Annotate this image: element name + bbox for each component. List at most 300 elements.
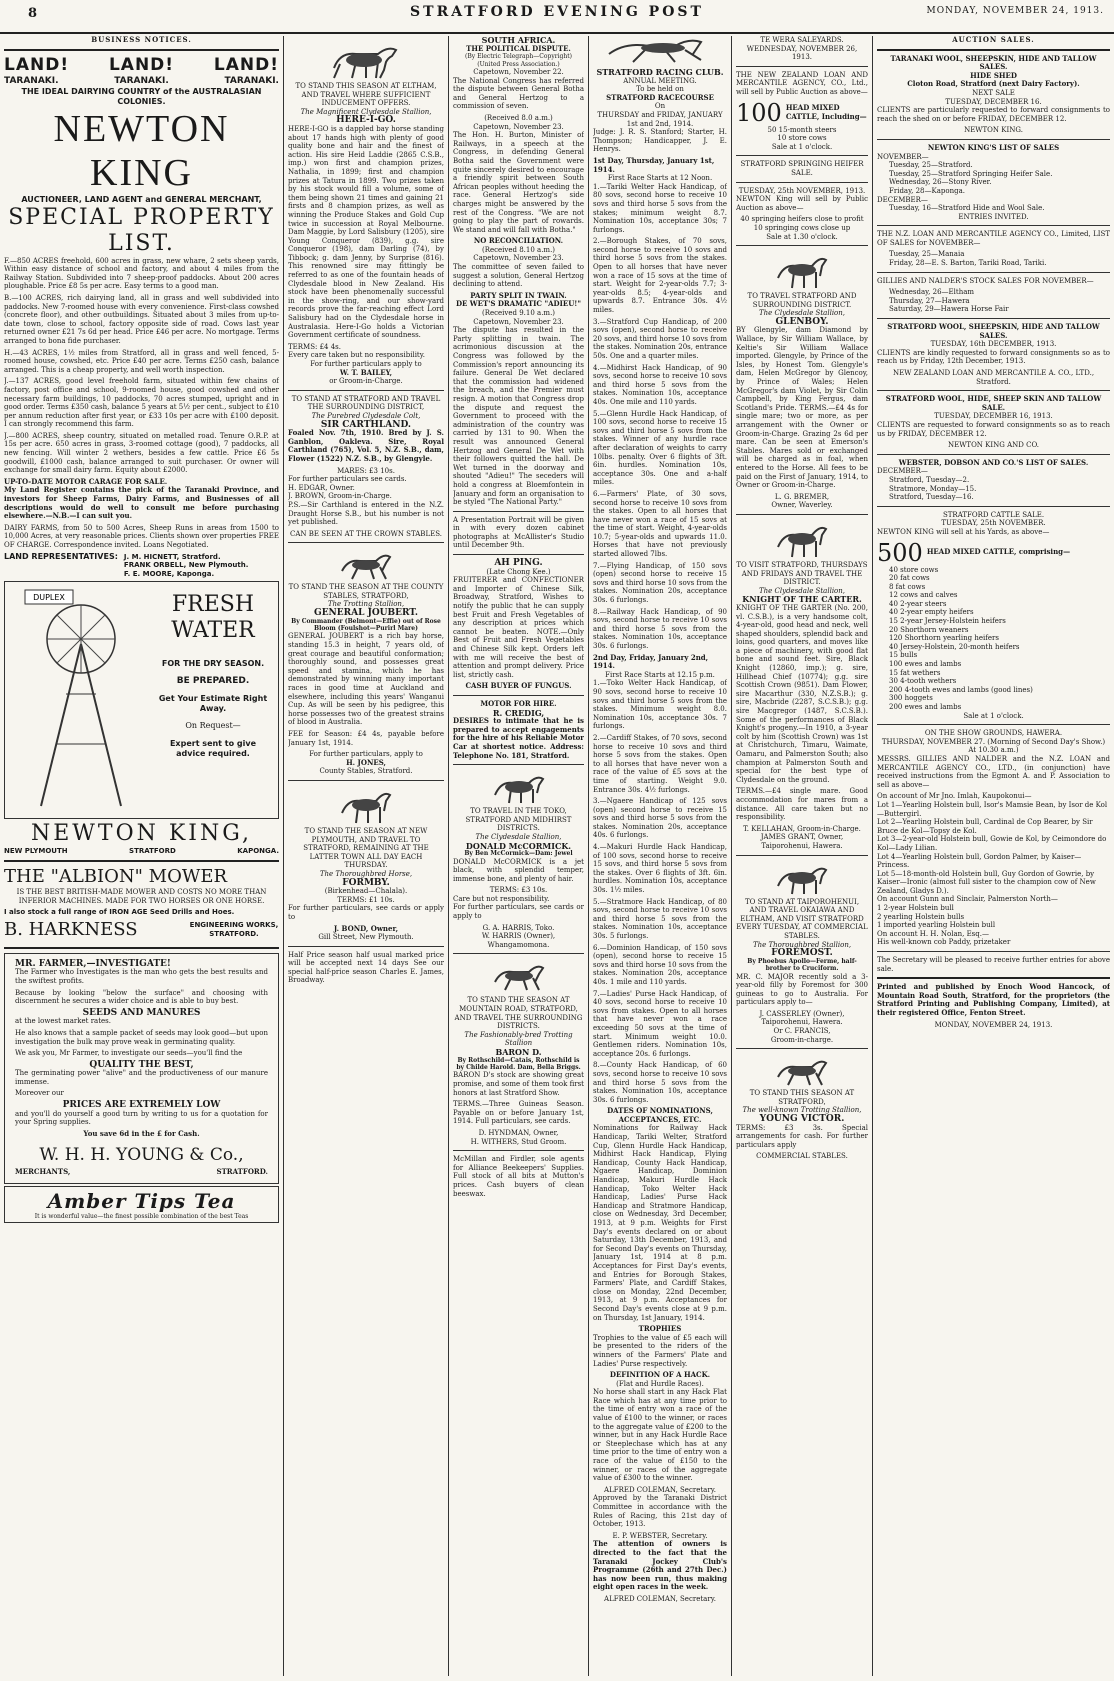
- column-saleyards: [736, 36, 868, 1676]
- stallion-apply: For further particulars, apply to: [309, 750, 423, 759]
- sale-body: CLIENTS are particularly requested to forward consignments to reach the shed on or before FRIDAY, DECEMBER 12.: [877, 106, 1110, 123]
- amber-tips-logo: Amber Tips Tea: [47, 1189, 236, 1214]
- stallion-lead: TO STAND AT STRATFORD AND TRAVEL THE SURROUNDING DISTRICT,: [291, 394, 441, 412]
- quality-heading: QUALITY THE BEST,: [89, 1059, 194, 1070]
- hack-heading: DEFINITION OF A HACK.: [609, 1370, 711, 1380]
- show-lots: [877, 792, 1110, 947]
- cattle-item: 15 bulls: [889, 651, 918, 660]
- stallion-lead: TO STAND THIS SEASON AT ELTHAM, AND TRAVEL WHERE SUFFICIENT INDUCEMENT OFFERS.: [295, 82, 437, 108]
- estimate-line: Get Your Estimate Right Away.: [158, 693, 268, 713]
- trotter-icon: [772, 1053, 832, 1087]
- stallion-name: BARON D.: [495, 1047, 542, 1057]
- stallion-lead: TO STAND THE SEASON AT NEW PLYMOUTH, AND TRAVEL TO STRATFORD, REMAINING AT THE LATTER TOWN ALL DAY EACH THURSDAY.: [303, 826, 429, 870]
- cattle-item: 200 ewes and lambs: [889, 703, 962, 711]
- stallion-terms: TERMS.—£4 single mare. Good accommodation for mares from a distance. All care taken but no responsibility.: [736, 787, 868, 822]
- farmer-heading: MR. FARMER,—INVESTIGATE!: [15, 958, 171, 969]
- stallion-sub: The Magnificent Clydesdale Stallion,: [300, 107, 432, 116]
- sale-body: MESSRS. GILLIES AND NALDER and the N.Z. LOAN and MERCANTILE AGENCY CO., LTD., (in conjunction) have received instructions from the Egmont A. and P. Association to sell as above—: [877, 754, 1110, 789]
- race-officials: Judge: J. R. S. Stanford; Starter, H. Thompson; Handicapper, J. E. Henrys.: [593, 128, 727, 154]
- trotter-icon: [336, 547, 396, 581]
- news-subheading: NO RECONCILIATION.: [473, 236, 564, 246]
- stallion-apply: For further particulars apply to: [310, 360, 422, 368]
- race-item: 3.—Ngaere Handicap of 125 sovs (open) second horse to receive 15 sovs and third horse 5 sovs from the stakes. Nomination 20s, acceptance 40s. 6 furlongs.: [593, 797, 727, 840]
- race-on: On: [654, 102, 666, 111]
- sale-date: WEDNESDAY, NOVEMBER 26, 1913.: [746, 44, 858, 62]
- iron-age-line: I also stock a full range of IRON AGE Seed Drills and Hoes.: [4, 908, 235, 917]
- sale-body: NEWTON KING will sell at his Yards, as above—: [877, 527, 1050, 536]
- note-text: Half Price season half usual marked price will be accepted next 14 days See our special half-price season Charles E. James, Broadway.: [288, 950, 444, 985]
- cattle-item: 30 4-tooth wethers: [889, 677, 957, 686]
- stallion-body: Foaled Nov. 7th, 1910. Bred by J. S. Ganblon, Oakleva. Sire, Royal Carthland (765), Vol. 5, N.Z. S.B., dam, Flower (1522) N.Z. S.B., by Glengyle.: [288, 428, 444, 463]
- ad-text: He also knows that a sample packet of seeds may look good—but upon investigation the bulk may prove weak in germinating quality.: [15, 1028, 268, 1046]
- stallion-apply: For further particulars, see cards or apply to: [288, 904, 444, 921]
- race-item: 7.—Ladies' Purse Hack Handicap, of 40 sovs, second horse to receive 10 sovs from stakes. Open to all horses that have never won a race exceeding 50 sovs at the time of start. Minimum weight 10.0. Gentlemen riders. Nomination 10s, acceptance 20s. 6 furlongs.: [593, 989, 727, 1058]
- sale-heading: STRATFORD WOOL, HIDE, SHEEP SKIN AND TALLOW SALE.: [885, 394, 1102, 412]
- land-representatives: [4, 553, 279, 579]
- stallion-name: FOREMOST.: [771, 948, 833, 959]
- show-lot: 2 yearling Holstein bulls: [877, 912, 965, 921]
- listing: H.—43 ACRES, 1½ miles from Stratford, all in grass and well fenced, 5-roomed house, cowshed, etc. Price £40 per acre. Terms £250 cash, balance arranged. This is a cheap property, and well worth inspection.: [4, 348, 279, 374]
- stallion-owner: H. EDGAR, Owner.: [288, 483, 355, 492]
- sale-item: Tuesday, 25—Stratford.: [889, 161, 973, 170]
- show-lot: His well-known cob Paddy, prizetaker: [877, 938, 1011, 947]
- stallion-groom: or Groom-in-Charge.: [329, 377, 403, 386]
- rep-name: FRANK ORBELL, New Plymouth.: [123, 561, 249, 570]
- stallion-ps: P.S.—Sir Carthland is entered in the N.Z. Draught Horse S.B., but his number is not yet published.: [288, 500, 444, 527]
- column-business-notices: [4, 36, 279, 1676]
- newton-king-heading: NEWTON KING: [53, 107, 230, 194]
- news-time: (Received 8.10 a.m.): [481, 245, 556, 254]
- water-heading: WATER: [171, 618, 255, 644]
- stallion-pedigree: By Ben McCormick—Dam: Jewel: [464, 850, 573, 858]
- stallion-name: KNIGHT OF THE CARTER.: [742, 594, 862, 605]
- cattle-item: 15 2-year Jersey-Holstein heifers: [889, 617, 1006, 626]
- race-start: First Race Starts at 12 Noon.: [607, 174, 713, 183]
- news-wire: (By Electric Telegraph—Copyright) (United Press Association.): [465, 53, 572, 68]
- stallion-name: GLENBOY.: [775, 316, 829, 327]
- column-racing-club: [593, 36, 727, 1676]
- stallion-owner: J. CASSERLEY (Owner),: [759, 1009, 845, 1018]
- news-subheading: DE WET'S DRAMATIC "ADIEU!": [455, 299, 582, 309]
- race-annual: ANNUAL MEETING.: [623, 76, 697, 85]
- stallion-owner: W. T. BAILEY,: [339, 367, 393, 377]
- stallion-owner: Owner, Waverley.: [771, 501, 833, 510]
- sale-heading: STRATFORD SPRINGING HEIFER SALE.: [740, 160, 864, 177]
- dry-season: FOR THE DRY SEASON.: [161, 659, 265, 669]
- stallion-apply: For further particulars, see cards or apply to: [453, 903, 584, 921]
- harkness-block: [4, 917, 279, 943]
- listing: F.—850 ACRES freehold, 600 acres in grass, new whare, 2 sets sheep yards, Within easy distance of school and factory, and about 4 miles from the Railway Station. Subdivided into 7 sheep-proof paddocks. About 200 acres ploughable. Price £8 5s per acre. Easy terms to a good man.: [4, 256, 279, 291]
- section-heading: AUCTION SALES.: [952, 36, 1035, 44]
- sale-item: 10 springing cows close up: [753, 223, 851, 232]
- stallion-sub: The Purebred Clydesdale Colt,: [311, 411, 421, 420]
- horse-icon: [772, 860, 832, 896]
- sale-date: TUESDAY, 25th NOVEMBER, 1913.: [738, 186, 866, 195]
- secretary-note: The Secretary will be pleased to receive further entries for above sale.: [877, 956, 1110, 973]
- stallion-name: GENERAL JOUBERT.: [314, 608, 418, 619]
- sale-time: Sale at 1 o'clock.: [771, 142, 833, 151]
- news-body: The dispute has resulted in the Party splitting in twain. The acrimonious discussion at the Congress was followed by the Commission's report announcing its failure. General De Wet declared that the commission had widened the breach, and the Premier must resign. A motion that Congress drop the dispute and request the Government to proceed with the administration of the country was carried by 131 to 90. When the result was announced General Hertzog and General De Wet with their followers quitted the hall. De Wet turned in the doorway and shouted "Adieu!" The seceders will hold a congress at Bloemfontein in January and form an organisation to be styled "The National Party.": [453, 326, 584, 507]
- hack-sub: (Flat and Hurdle Races).: [616, 1379, 704, 1388]
- albion-mower-heading: THE "ALBION" MOWER: [4, 865, 228, 887]
- sale-body: CLIENTS are kindly requested to forward consignments so as to reach us by Friday, 12th December, 1913.: [877, 348, 1110, 366]
- race-item: 2.—Borough Stakes, of 70 sovs, second horse to receive 10 sovs and third horse 5 sovs from the stakes. Open to all horses that have never won a race of 15 sovs at the time of start. Weight for 2-year-olds 7.7; 3-year-olds 8.5; 4-year-olds and upwards 8.7. Entrance 30s. 4½ miles.: [593, 237, 727, 315]
- sale-month: DECEMBER—: [877, 467, 928, 476]
- save-line: You save 6d in the £ for Cash.: [83, 1128, 200, 1138]
- special-property-list: SPECIAL PROPERTY LIST.: [8, 204, 275, 256]
- column-rule: [731, 36, 732, 1676]
- news-time: (Received 9.10 a.m.): [481, 309, 556, 318]
- stallion-groom: T. KELLAHAN, Groom-in-Charge.: [743, 824, 861, 833]
- sale-heading: WEBSTER, DOBSON AND CO.'S LIST OF SALES.: [898, 457, 1089, 467]
- sale-item: Tuesday, 16—Stratford Hide and Wool Sale.: [889, 204, 1045, 213]
- stallion-groom: J. BROWN, Groom-in-Charge.: [288, 492, 392, 501]
- news-heading: SOUTH AFRICA.: [481, 36, 556, 45]
- stallion-terms: TERMS: £4 4s.: [288, 342, 341, 351]
- cattle-item: 20 Shorthorn weaners: [889, 625, 969, 634]
- race-item: 1.—Toko Welter Hack Handicap, of 90 sovs, second horse to receive 10 sovs and third horse 5 sovs from the stakes. Minimum weight 8.0. Nomination 10s, acceptance 30s. 7 furlongs.: [593, 679, 727, 731]
- land-word: LAND!: [108, 54, 175, 75]
- windmill-icon: [11, 584, 151, 808]
- town: KAPONGA.: [237, 847, 279, 856]
- column-south-africa: [453, 36, 584, 1676]
- race-day-heading: 2nd Day, Friday, January 2nd, 1914.: [593, 652, 709, 671]
- race-item: 5.—Glenn Hurdle Hack Handicap, of 100 sovs, second horse to receive 15 sovs and third horse 5 sovs from the stakes. Winner of any hurdle race after declaration of weights to carry 10lbs. penalty. Over 6 flights of 3ft. 6in. hurdles. Nomination 10s, acceptance 30s. One and a-half miles.: [593, 409, 727, 487]
- dairy-farms-text: DAIRY FARMS, from 50 to 500 Acres, Sheep Runs in areas from 1500 to 10,000 Acres, at very reasonable prices. Clients shown over properties FREE OF CHARGE. Correspondence invited. Loans Negotiated.: [4, 523, 279, 549]
- show-lot: Lot 5—18-month-old Holstein bull, Guy Gordon of Gowrie, by Kaiser—Ironic (almost full sister to the champion cow of New Zealand, Gladys D.).: [877, 869, 1096, 895]
- albion-text: IS THE BEST BRITISH-MADE MOWER AND COSTS NO MORE THAN INFERIOR MACHINES. MADE FOR TWO HORSES OR ONE HORSE.: [16, 887, 267, 905]
- sale-date: TUESDAY, DECEMBER 16, 1913.: [934, 412, 1053, 421]
- stallion-care: Care but not responsibility.: [453, 894, 550, 903]
- horse-icon: [772, 250, 832, 290]
- stallion-care: Every care taken but no responsibility.: [288, 351, 425, 360]
- sale-month: DECEMBER—: [877, 195, 928, 204]
- listing: J.—137 ACRES, good level freehold farm, situated within few chains of factory, post office and school, 9-roomed house, good cowshed and other necessary farm buildings, 10 paddocks, 70 acres stumped, upright and in good order. Terms £350 cash, balance 5 years at 5½ per cent., subject to £10 per annum reduction after first year, or £33 10s per acre with £100 deposit. I can strongly recommend this farm.: [4, 377, 279, 429]
- show-lot: 1 2-year Holstein bull: [877, 904, 954, 913]
- stallion-sub: The Thoroughbred Stallion,: [752, 940, 852, 949]
- stallion-body: MR. C. MAJOR recently sold a 3-year-old filly by Foremost for 300 guineas to go to Australia. For particulars apply to—: [736, 972, 868, 1007]
- stallion-owner: J. BOND, Owner,: [333, 923, 399, 933]
- show-lot: 1 imported yearling Holstein bull: [877, 921, 996, 930]
- sale-body: THE N.Z. LOAN AND MERCANTILE AGENCY CO., Limited, LIST OF SALES for NOVEMBER—: [877, 230, 1110, 247]
- column-rule: [588, 36, 589, 1676]
- sale-signoff: NEWTON KING AND CO.: [947, 441, 1040, 450]
- sale-time: Sale at 1 o'clock.: [963, 711, 1024, 720]
- sale-addr: Cloton Road, Stratford (next Dairy Factory).: [907, 79, 1080, 89]
- stallion-pedigree: By Phoebus Apollo—Ferme, half-brother to Cruciform.: [747, 957, 857, 973]
- cattle-item: 200 4-tooth ewes and lambs (good lines): [889, 685, 1033, 694]
- sale-signoff: NEW ZEALAND LOAN AND MERCANTILE A. CO., LTD., Stratford.: [892, 369, 1095, 386]
- column-rule: [283, 36, 284, 1676]
- cattle-item: 40 store cows: [889, 565, 939, 574]
- cattle-item: 300 hoggets: [889, 694, 933, 703]
- stallion-lead: TO STAND THIS SEASON AT STRATFORD,: [749, 1089, 855, 1106]
- portrait-ad: A Presentation Portrait will be given in with every dozen cabinet photographs at McAllister's Studio until December 9th.: [453, 515, 584, 550]
- sale-lot: HEAD MIXED CATTLE, comprising—: [926, 547, 1071, 557]
- approved: Approved by the Taranaki District Committee in accordance with the Rules of Racing, this 21st day of October, 1913.: [593, 1494, 727, 1529]
- cattle-list: [877, 566, 1110, 712]
- seeds-heading: SEEDS AND MANURES: [82, 1007, 201, 1018]
- motor-garage-head: UP-TO-DATE MOTOR CARAGE FOR SALE.: [4, 476, 168, 486]
- stallion-sub: The Trotting Stallion,: [327, 600, 405, 609]
- taranaki-word: TARANAKI.: [224, 75, 279, 86]
- sale-date: TUESDAY, DECEMBER 16.: [945, 97, 1042, 106]
- sale-item: Friday, 28—Kaponga.: [889, 186, 965, 195]
- sale-item: Wednesday, 26—Stony River.: [889, 178, 992, 187]
- sale-lot: HEAD MIXED CATTLE, Including—: [785, 102, 867, 121]
- horse-icon: [336, 785, 396, 825]
- land-headline: [4, 55, 279, 75]
- fresh-heading: FRESH: [171, 592, 255, 618]
- stallion-terms: FEE for Season: £4 4s, payable before January 1st, 1914.: [288, 730, 444, 747]
- young-sub-item: MERCHANTS,: [15, 1167, 71, 1177]
- horse-icon: [489, 769, 549, 805]
- ad-text: We ask you, Mr Farmer, to investigate our seeds—you'll find the: [15, 1049, 243, 1058]
- stallion-sub: The Clydesdale Stallion,: [758, 309, 846, 318]
- note-text: McMillan and Firdler, sole agents for Alliance Beekeepers' Supplies. Full stock of all bits at Mutton's prices. Cash buyers of clean beeswax.: [453, 1155, 584, 1198]
- newton-king-footer: NEWTON KING,: [30, 821, 253, 847]
- sale-item: Saturday, 29—Hawera Horse Fair: [889, 305, 1009, 314]
- paper-title: STRATFORD EVENING POST: [410, 4, 704, 20]
- stallion-name: HERE-I-GO.: [336, 115, 396, 126]
- stallion-name: YOUNG VICTOR.: [759, 1114, 845, 1125]
- race-item: 6.—Farmers' Plate, of 30 sovs, second horse to receive 10 sovs from the stakes. Open to all horses that have never won a race of 15 sovs at the time of start. Weight, 4-year-olds 10.7; 5-year-olds and upwards 11.0. Horses that have not previously started allowed 7lbs.: [593, 489, 727, 559]
- ahping-name: AH PING.: [494, 558, 543, 569]
- news-dateline: Capetown, November 23.: [473, 254, 564, 263]
- motor-heading: MOTOR FOR HIRE.: [480, 698, 557, 708]
- stallion-body: GENERAL JOUBERT is a rich bay horse, standing 15.3 in height, 7 years old, of great courage and beautiful conformation; thoroughly sound, and possesses great speed and stamina, which he has demonstrated by winning many important races in good time at Auckland and elsewhere, including this years' Wanganui Cup. As will be seen by his pedigree, this horse possesses two of the greatest strains of blood in Australia.: [288, 632, 444, 727]
- sale-heading: ON THE SHOW GROUNDS, HAWERA.: [924, 729, 1063, 738]
- taranaki-word: TARANAKI.: [114, 75, 169, 86]
- cattle-item: 8 fat cows: [889, 582, 926, 591]
- column-rule: [448, 36, 449, 1676]
- news-dateline: Capetown, November 23.: [473, 317, 564, 326]
- sale-item: 40 springing heifers close to profit: [740, 215, 864, 224]
- cattle-item: 120 Shorthorn yearling heifers: [889, 634, 999, 643]
- windmill-brand: DUPLEX: [33, 593, 65, 603]
- cattle-item: 100 ewes and lambs: [889, 660, 962, 669]
- sale-item: 10 store cows: [777, 134, 827, 143]
- stallion-seen: CAN BE SEEN AT THE CROWN STABLES.: [289, 529, 442, 538]
- sale-item: Tuesday, 25—Manaia: [889, 250, 965, 259]
- cattle-item: 20 fat cows: [889, 574, 930, 583]
- owners-note: The attention of owners is directed to the fact that the Taranaki Jockey Club's Programme (26th and 27th Dec.) has now been run, thus making eight open races in the week.: [593, 1539, 727, 1592]
- race-item: 3.—Stratford Cup Handicap, of 200 sovs (open), second horse to receive 20 sovs, and third horse 10 sovs from the stakes. Nomination 20s, entrance 50s. One and a quarter miles.: [593, 317, 727, 360]
- town: STRATFORD: [129, 847, 176, 856]
- column-stallions-1: [288, 36, 444, 1676]
- sale-date: THURSDAY, NOVEMBER 27. (Morning of Second Day's Show.): [881, 737, 1106, 746]
- noms-heading: DATES OF NOMINATIONS, ACCEPTANCES, ETC.: [607, 1106, 713, 1124]
- stallion-terms: TERMS: £1 10s.: [337, 895, 395, 904]
- stallion-lead: TO STAND AT TAIPOROHENUI, AND TRAVEL OKAIAWA AND ELTHAM, AND VISIT STRATFORD EVERY TUESDAY, AT COMMERCIAL STABLES.: [736, 897, 868, 940]
- sale-month: NOVEMBER—: [877, 152, 929, 161]
- section-heading: BUSINESS NOTICES.: [91, 36, 192, 44]
- horse-icon: [326, 38, 406, 80]
- young-sub: [15, 1168, 268, 1177]
- imprint-date: MONDAY, NOVEMBER 24, 1913.: [934, 1020, 1053, 1029]
- stallion-sub: The Clydesdale Stallion,: [475, 832, 562, 841]
- stallion-pedigree: (Birkenhead—Chalala).: [324, 887, 408, 896]
- taranaki-word: TARANAKI.: [4, 75, 59, 86]
- taranaki-line: [4, 75, 279, 87]
- sale-item: Stratmore, Monday—15.: [889, 484, 977, 493]
- stallion-addr: County Stables, Stratford.: [319, 767, 413, 776]
- sale-heading: TE WERA SALEYARDS.: [760, 36, 844, 44]
- news-body: The Hon. H. Burton, Minister of Railways, in a speech at the Congress, in defending General Botha said the Government were quite sincerely desired to encourage a friendly spirit between South African peoples without heeding the race. General Hertzog's side charges might be answered by the rest of the Congress. "We are not going to play the part of rowards. We stand and will fall with Botha.": [453, 131, 584, 234]
- stallion-terms: MARES: £3 10s.: [337, 466, 395, 475]
- rep-name: F. E. MOORE, Kaponga.: [123, 569, 215, 578]
- noms-body: Nominations for Railway Hack Handicap, Tariki Welter, Stratford Cup, Glenn Hurdle Hack Handicap, Midhirst Hack Handicap, Flying Handicap, County Hack Handicap, Ngaere Handicap, Dominion Handicap, Makuri Hurdle Hack Handicap, Toko Welter Hack Handicap, Ladies' Purse Hack Handicap and Stratmore Handicap, close on Wednesday, 3rd December, 1913, at 9 p.m. Weights for First Day's events declared on or about Saturday, 13th December, 1913, and for Second Day's events on Thursday, January 1st, 1914 at 8 p.m. Acceptances for First Day's events, and Entries for Borough Stakes, Farmers' Plate, and Cardiff Stakes, close on Monday, 22nd December, 1913, at 9 p.m. Acceptances for Second Day's events close at 9 p.m. on Thursday, 1st January, 1914.: [593, 1124, 727, 1322]
- sale-item: Stratford, Tuesday—16.: [889, 493, 974, 502]
- stallion-sub: The well-known Trotting Stallion,: [742, 1106, 862, 1115]
- stallion-lead: TO TRAVEL IN THE TOKO, STRATFORD AND MIDHIRST DISTRICTS.: [465, 807, 572, 833]
- ad-text: The germinating power "alive" and the productiveness of our manure immense.: [15, 1069, 268, 1086]
- stallion-body: DONALD McCORMICK is a jet black, with splendid temper, immense bone, and plenty of hair.: [453, 857, 584, 883]
- stallion-body: BARON D's stock are showing great promise, and some of them took first honors at last Stratford Show.: [453, 1071, 584, 1097]
- show-lot: On account of Mr Jno. Imlah, Kaupokonui—: [877, 792, 1032, 801]
- young-seeds-ad: [4, 953, 279, 1184]
- cattle-item: 12 cows and calves: [889, 591, 958, 600]
- news-body: The committee of seven failed to suggest a solution, General Hertzog declining to attend.: [453, 263, 584, 289]
- stallion-sub: The Thoroughbred Horse,: [319, 869, 413, 878]
- sale-body: CLIENTS are requested to forward consignments so as to reach us by FRIDAY, DECEMBER 12.: [877, 420, 1110, 438]
- show-lot: On account H. H. Nolan, Esq.—: [877, 929, 989, 938]
- stallion-addr: Gill Street, New Plymouth.: [318, 933, 414, 942]
- sale-item: Thursday, 27—Hawera: [889, 296, 970, 305]
- sale-body: THE NEW ZEALAND LOAN AND MERCANTILE AGENCY, CO., Ltd., will sell by Public Auction as above—: [736, 70, 868, 96]
- news-dateline: Capetown, November 23.: [473, 122, 564, 131]
- tagline: THE IDEAL DAIRYING COUNTRY of the AUSTRALASIAN COLONIES.: [21, 86, 262, 106]
- race-held: To be held on: [636, 85, 684, 94]
- race-item: 4.—Midhirst Hack Handicap, of 90 sovs, second horse to receive 10 sovs and third horse 5 sovs from the stakes. Nomination 10s, acceptance 40s. One mile and 110 yards.: [593, 363, 727, 406]
- sale-time: At 10.30 a.m.): [968, 746, 1019, 755]
- sale-item: 50 15-month steers: [767, 125, 837, 134]
- column-rule: [872, 36, 873, 1676]
- ahping-buyer: CASH BUYER OF FUNGUS.: [465, 681, 572, 691]
- stallion-owner: D. HYNDMAN, Owner,: [478, 1128, 559, 1137]
- race-item: 8.—Railway Hack Handicap, of 90 sovs, second horse to receive 10 sovs and third horse 5 sovs from the stakes. Nomination 10s, acceptance 30s. 6 furlongs.: [593, 607, 727, 650]
- news-body: The National Congress has referred the dispute between General Botha and General Hertzog to a commission of seven.: [453, 76, 584, 111]
- page-number: 8: [28, 6, 38, 21]
- stallion-apply: For further particulars see cards.: [288, 475, 407, 484]
- sale-body: NEWTON King will sell by Public Auction as above—: [736, 195, 868, 212]
- harkness-name: B. HARKNESS: [4, 918, 138, 940]
- race-item: 5.—Stratmore Hack Handicap, of 80 sovs, second horse to receive 10 sovs and third horse 5 sovs from the stakes. Nomination 10s, acceptance 30s. 5 furlongs.: [593, 897, 727, 940]
- reps-label: LAND REPRESENTATIVES:: [4, 551, 118, 561]
- stallion-groom: H. WITHERS, Stud Groom.: [470, 1137, 567, 1146]
- stallion-pedigree: By Commander (Belmont—Effie) out of Rose Bloom (Foulshot—Purirl Mare): [291, 617, 441, 633]
- stallion-body: BY Glengyle, dam Diamond by Wallace, by Sir William Wallace, by Keltie's Sir William Wallace imported. Glengyle, by Prince of the Isles, by Honest Tom. Glengyle's dam, Helen McGregor by Glencoy, by Prince of Wales; Helen McGregor's dam Violet, by Sir Colin Campbell, by King Fergus, dam Scotland's Pride. TERMS.—£4 4s for single mare; two or more, as per arrangement with the Owner or Groom-in-Charge. Grazing 2s 6d per mare. Can be seen at Emerson's Stables. Mares sold or exchanged will be charged as in foal, when entered to the Horse. All fees to be paid on the First of January, 1914, to Owner or Groom-in-Charge.: [736, 326, 868, 490]
- sale-item: Tuesday, 25—Stratford Springing Heifer Sale.: [889, 169, 1053, 178]
- sale-heading: NEWTON KING'S LIST OF SALES: [927, 142, 1060, 152]
- stallion-groom: Groom-in-charge.: [770, 1035, 834, 1044]
- sale-item: Stratford, Tuesday—2.: [889, 475, 970, 484]
- stallion-lead: TO TRAVEL STRATFORD AND SURROUNDING DISTRICT.: [747, 292, 857, 309]
- sale-heading: STRATFORD WOOL, SHEEPSKIN, HIDE AND TALLOW SALES.: [887, 322, 1100, 340]
- secretary: ALFRED COLEMAN, Secretary.: [604, 1594, 716, 1603]
- column-auction-sales: [877, 36, 1110, 1676]
- show-lot: Lot 3—2-year-old Holstein bull, Gowie de Kol, by Ceimondore do Kol—Lady Lilian.: [877, 835, 1107, 852]
- ahping-body: FRUITERER and CONFECTIONER and Importer of Chinese Silk, Broadway, Stratford, Wishes to notify the public that he can supply best Fruit and Fresh Vegetables of any description at prices which cannot be beaten. NOTE.—Only Best of Fruit and Fresh Vegetables and Chinese Silk kept. Orders left with me will receive the best of attention and prompt delivery. Price list, strictly cash.: [453, 576, 584, 679]
- stallion-sub: The Clydesdale Stallion,: [758, 586, 846, 595]
- cattle-item: 15 fat wethers: [889, 668, 941, 677]
- sale-signoff: NEWTON KING.: [964, 126, 1023, 135]
- stallion-name: SIR CARTHLAND.: [320, 419, 412, 430]
- motor-garage-text: My Land Register contains the pick of the Taranaki Province, and investors for Sheep Farms, Dairy Farms, and Businesses of all descriptions would do well to consult me before purchasing elsewhere.—N.B.—I can suit you.: [4, 485, 279, 521]
- stallion-addr: COMMERCIAL STABLES.: [756, 1152, 848, 1161]
- show-lot: On account Gunn and Sinclair, Palmerston North—: [877, 895, 1058, 904]
- show-lot: Lot 1—Yearling Holstein bull, Isor's Mamsie Bean, by Isor de Kol—Buttergirl.: [877, 800, 1108, 818]
- rep-name: J. M. HICNETT, Stratford.: [123, 552, 221, 561]
- imprint: Printed and published by Enoch Wood Hancock, of Mountain Road South, Stratford, for the proprietors (the Stratford Printing and Publishing Company, Limited), at their registered Office, Fenton Street.: [877, 982, 1110, 1017]
- page-date: MONDAY, NOVEMBER 24, 1913.: [926, 6, 1104, 16]
- news-time: (Received 8.0 a.m.): [484, 113, 553, 122]
- secretary: ALFRED COLEMAN, Secretary.: [604, 1485, 716, 1494]
- land-word: LAND!: [4, 54, 70, 75]
- young-name: W. H. H. YOUNG & Co.,: [39, 1145, 244, 1166]
- trophies-heading: TROPHIES: [638, 1324, 682, 1334]
- race-club-heading: STRATFORD RACING CLUB.: [596, 67, 724, 77]
- fresh-water-ad: [4, 581, 279, 819]
- young-sub-item: STRATFORD.: [216, 1167, 268, 1177]
- stallion-name: DONALD McCORMICK.: [465, 840, 572, 851]
- auctioneer-line: AUCTIONEER, LAND AGENT and GENERAL MERCHANT,: [21, 194, 262, 204]
- race-item: 4.—Makuri Hurdle Hack Handicap, of 100 sovs, second horse to receive 15 sovs, and third horse 5 sovs from the stakes. Over 6 flights of 3ft. 6in. hurdles. Nomination 10s, acceptance 30s. 1½ miles.: [593, 843, 727, 895]
- horse-icon: [772, 519, 832, 559]
- ad-text: and you'll do yourself a good turn by writing to us for a quotation for your Spring supplies.: [15, 1109, 268, 1127]
- stallion-owner: W. HARRIS (Owner), Whangamomona.: [481, 932, 556, 949]
- sale-body: GILLIES AND NALDER'S STOCK SALES FOR NOVEMBER—: [877, 276, 1094, 285]
- amber-tips-ad: [4, 1186, 279, 1223]
- cattle-item: 40 2-year empty heifers: [889, 608, 974, 617]
- stallion-owner: JAMES GRANT, Owner,: [760, 833, 844, 842]
- news-subheading: PARTY SPLIT IN TWAIN.: [470, 290, 567, 300]
- stallion-addr: Taiporohenui, Hawera.: [761, 841, 843, 850]
- sale-date: TUESDAY, 16th DECEMBER, 1913.: [930, 340, 1057, 349]
- sale-heading: STRATFORD CATTLE SALE.: [942, 510, 1045, 519]
- listing: B.—100 ACRES, rich dairying land, all in grass and well subdivided into paddocks. New 7-roomed house with every convenience. First-class cowshed (concrete floor), and other outbuildings. Situated about 3 miles from up-to-date town, close to school, factory opposite side of road. Cows last year returned owner £21 7s 6d per head. Price £46 per acre. No mortgage. Terms arranged to bona fide purchaser.: [4, 293, 279, 345]
- harkness-sub: ENGINEERING WORKS, STRATFORD.: [189, 921, 279, 938]
- news-dateline: Capetown, November 22.: [473, 68, 564, 76]
- head-count: 500: [877, 538, 923, 567]
- sale-heading: NEXT SALE: [972, 88, 1015, 97]
- stallion-terms: TERMS: £3 10s.: [489, 886, 548, 895]
- amber-tips-sub: It is wonderful value—the finest possible combination of the best Teas: [34, 1213, 249, 1221]
- stallion-owner: Or C. FRANCIS,: [773, 1027, 831, 1036]
- stallion-owner: G. A. HARRIS, Toko.: [482, 923, 555, 932]
- stallion-owner: H. JONES,: [346, 757, 386, 767]
- stallion-terms: TERMS.—Three Guineas Season. Payable on or before January 1st, 1914. Full particulars, see cards.: [453, 1100, 584, 1126]
- racehorse-icon: [605, 38, 715, 66]
- sale-date: TUESDAY, 25th NOVEMBER.: [941, 519, 1046, 528]
- cattle-item: 40 Jersey-Holstein, 20-month heifers: [889, 642, 1020, 651]
- race-item: 8.—County Hack Handicap, of 60 sovs, second horse to receive 10 sovs and third horse 5 sovs from the stakes. Nomination 10s, acceptance 30s. 6 furlongs.: [593, 1061, 727, 1104]
- stallion-name: FORMBY.: [342, 877, 390, 888]
- newton-king-towns: [4, 847, 279, 856]
- show-lot: Lot 2—Yearling Holstein bull, Cardinal de Cop Bearer, by Sir Bruce de Kol—Topsy de Kol.: [877, 818, 1093, 835]
- ad-text: Moreover our: [15, 1089, 64, 1098]
- stallion-owner: L. G. BREMER,: [774, 492, 830, 501]
- hack-body: No horse shall start in any Hack Flat Race which has at any time prior to the time of entry won a race of the value of £100 to the winner, or races to the aggregate value of £200 to the winner, but in any Hack Hurdle Race or Steeplechase which has at any time prior to the time of entry won a race of the value of £150 to the winner, or races of the aggregate value of £300 to the winner.: [593, 1388, 727, 1483]
- stallion-body: KNIGHT OF THE GARTER (No. 200, vl. C.S.B.), is a very handsome colt, 4-year-old, good head and neck, well shaped shoulders, splendid back and loins, good quarters, and moves like a piece of machinery, with good flat bone and sound feet. Sire, Black Knight (12860, imp.); g. sire, Hillhead Chief (10774); g.g. sire Scottish Crown (9851). Dam Flower, sire Macarthur (330, N.Z.S.B.); g. sire, Macbride (2287, S.C.S.B.); g.g. sire Macgregor (1487, S.C.S.B.). Some of the performances of Black Knight's progeny.—In 1910, a 3-year colt by him (Scottish Crown) was 1st at Christchurch, Timaru, Waimate, Oamaru, and Palmerston South; also champion at Palmerston South and special for the best type of Clydesdale on the ground.: [736, 603, 868, 784]
- race-start: First Race Starts at 12.15 p.m.: [605, 670, 715, 679]
- stallion-terms: TERMS: £3 3s. Special arrangements for cash. For further particulars apply: [736, 1123, 868, 1149]
- stallion-lead: TO STAND THE SEASON AT THE COUNTY STABLES, STRATFORD,: [288, 583, 444, 600]
- stallion-pedigree: By Rothschild—Catais, Rothschild is by Childe Harold. Dam, Bella Briggs.: [456, 1056, 581, 1071]
- race-item: 1.—Tariki Welter Hack Handicap, of 80 sovs, second horse to receive 10 sovs and third horse 5 sovs from the stakes; minimum weight 8.7. Nomination 10s, acceptance 30s; 7 furlongs.: [593, 182, 727, 234]
- expert-line: Expert sent to give advice required.: [169, 738, 257, 758]
- stallion-addr: Taiporohenui, Hawera.: [761, 1018, 843, 1027]
